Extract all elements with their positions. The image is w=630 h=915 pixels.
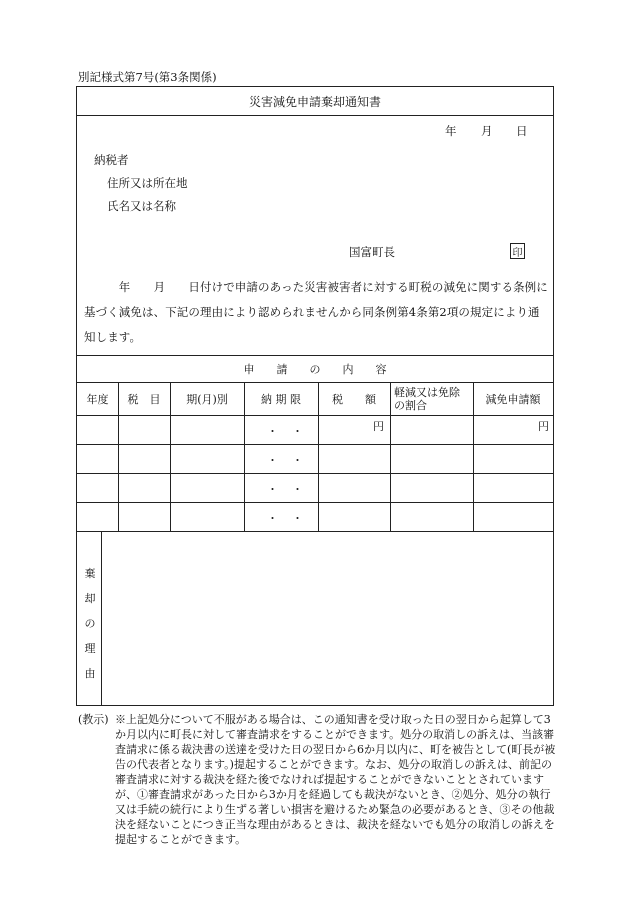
due-date-separator: ・・ <box>267 483 317 496</box>
header-fiscal-year: 年度 <box>86 392 109 406</box>
form-number-label: 別記様式第7号(第3条関係) <box>78 70 217 84</box>
divider <box>77 115 553 116</box>
notice-form-frame <box>76 86 554 706</box>
header-requested-amount: 減免申請額 <box>485 392 541 406</box>
notice-text: ※上記処分について不服がある場合は、この通知書を受け取った日の翌日から起算して3か月以内に町長に対して審査請求をすることができます。処分の取消しの訴えは、当該審査請求に係る裁決書の送達を受けた日の翌日から6か月以内に、町を被告として(町長が被告の代表者となります。)提起することができます。なお、処分の取消しの訴えは、前記の審査請求に対する裁決を経た後でなければ提起することができないこととされていますが、①審査請求があった日から3か月を経過しても裁決がないとき、②処分、処分の執行又は手続の続行により生ずる著しい損害を避けるため緊急の必要があるとき、③その他裁決を経ないことにつき正当な理由があるときは、裁決を経ないでも処分の取消しの訴えを提起することができます。 <box>115 713 556 846</box>
reason-char: 棄 <box>84 567 96 580</box>
yen-unit-tax-amount: 円 <box>373 420 384 433</box>
reason-label-line <box>101 531 102 705</box>
address-label: 住所又は所在地 <box>107 176 188 190</box>
reason-char: の <box>84 617 96 630</box>
reason-char: 由 <box>84 667 96 680</box>
issuer-label: 国富町長 <box>349 245 395 259</box>
reason-char: 却 <box>84 592 96 605</box>
due-date-separator: ・・ <box>267 425 317 438</box>
header-tax-item: 税 目 <box>127 392 161 406</box>
due-date-separator: ・・ <box>267 512 317 525</box>
header-reduction-ratio: 軽減又は免除の割合 <box>394 385 460 412</box>
date-year-label: 年 <box>445 124 457 138</box>
taxpayer-label: 納税者 <box>94 153 129 167</box>
divider <box>77 415 553 416</box>
name-label: 氏名又は名称 <box>107 199 176 213</box>
divider <box>77 531 553 532</box>
form-title: 災害減免申請棄却通知書 <box>248 94 381 109</box>
date-month-label: 月 <box>481 124 493 138</box>
divider <box>77 444 553 445</box>
reason-label <box>81 561 99 686</box>
date-day-label: 日 <box>516 124 528 138</box>
notice-body-text: 年 月 日付けで申請のあった災害被害者に対する町税の減免に関する条例に基づく減免は、下記の理由により認められませんから同条例第4条第2項の規定により通知します。 <box>84 280 548 344</box>
due-date-separator: ・・ <box>267 454 317 467</box>
reason-char: 理 <box>84 642 96 655</box>
divider <box>77 473 553 474</box>
header-due-date: 納 期 限 <box>261 392 301 406</box>
notice-prefix: (教示) <box>78 713 109 726</box>
section-header: 申 請 の 内 容 <box>243 362 387 376</box>
seal-mark: 印 <box>510 243 525 259</box>
divider <box>77 502 553 503</box>
header-tax-amount: 税 額 <box>332 392 376 406</box>
yen-unit-requested-amount: 円 <box>538 420 549 433</box>
header-period: 期(月)別 <box>186 392 228 406</box>
